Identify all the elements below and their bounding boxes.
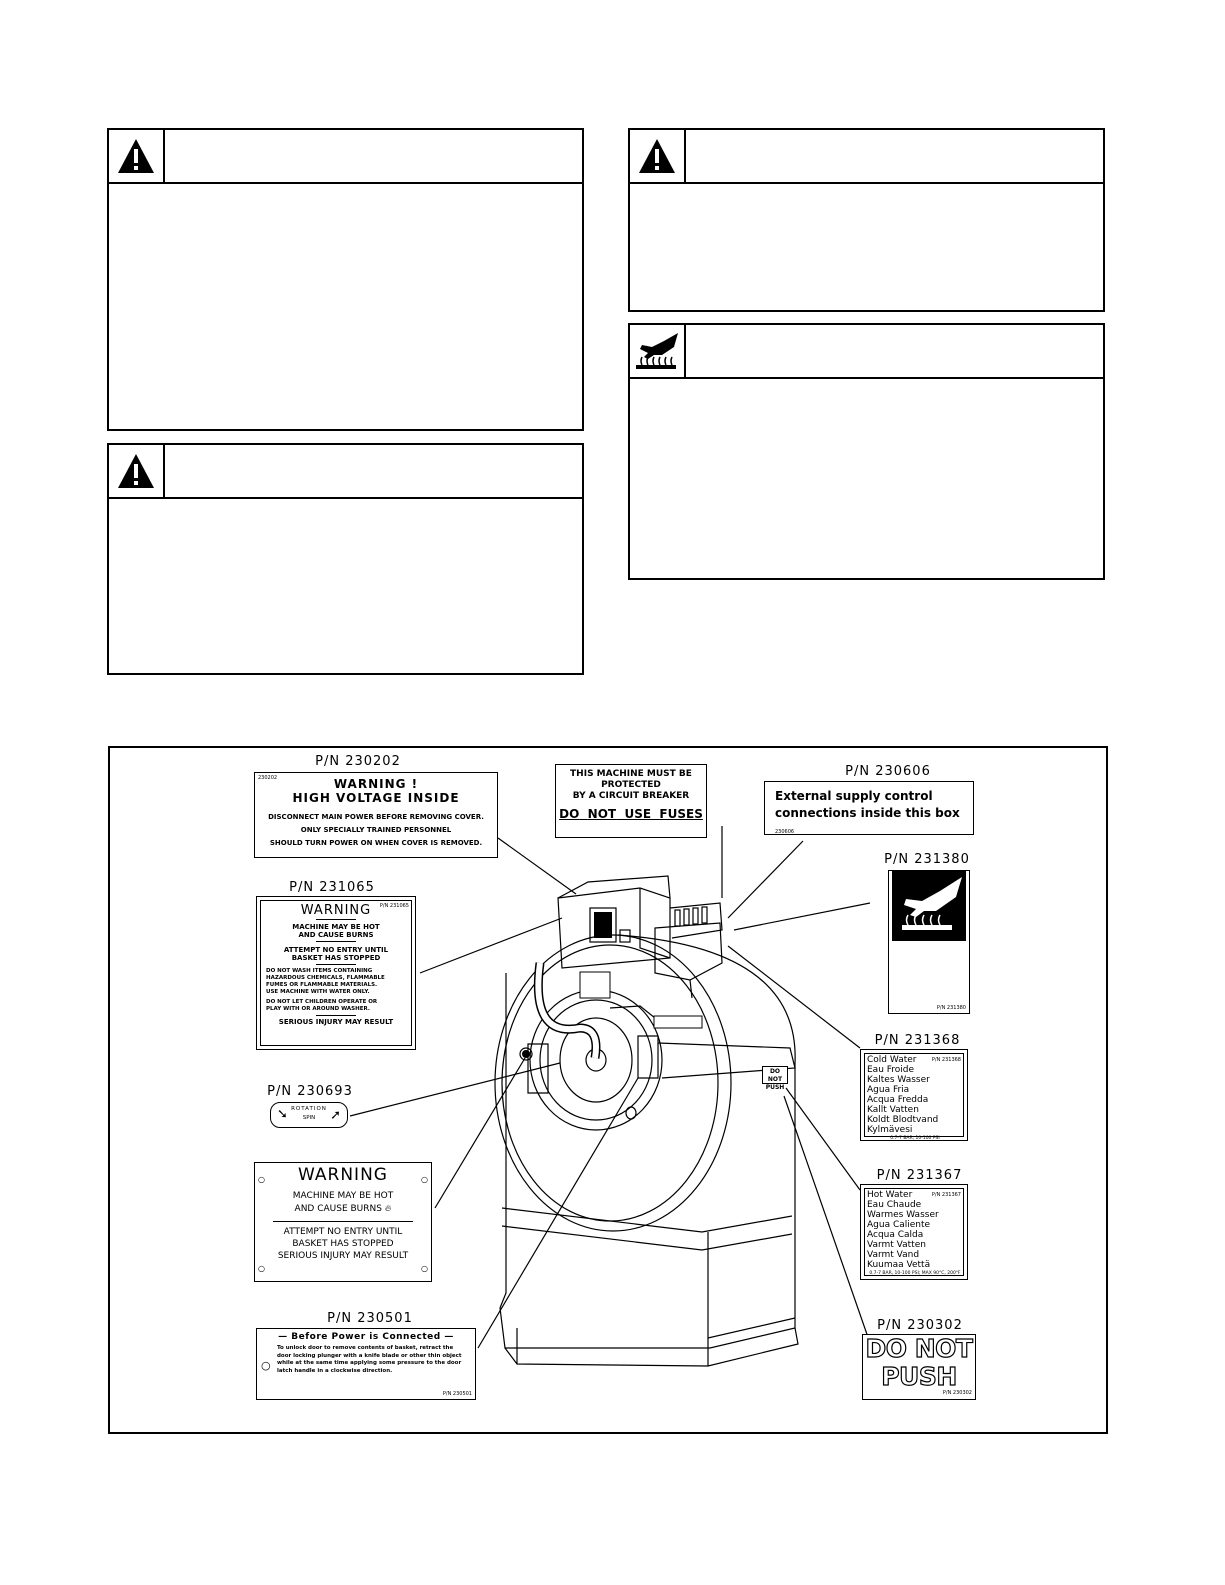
leader-line [784, 1096, 870, 1343]
warning-box-top-left [107, 128, 584, 431]
label-circuit-breaker: THIS MACHINE MUST BE PROTECTED BY A CIRCUIT BREAKER DO NOT USE FUSES [555, 764, 707, 838]
hot-surface-box [628, 323, 1105, 580]
control-top [558, 876, 670, 898]
latch-decal [654, 1016, 702, 1028]
leader-line [728, 946, 860, 1048]
label-231065: P/N 231065 WARNING MACHINE MAY BE HOT AND CAUSE BURNS ATTEMPT NO ENTRY UNTIL BASKET HAS STOPPED DO NOT WASH ITEMS CONTAINING HAZARDOUS CHEMICALS, FLAMMABLE FUMES OR FLAMMABLE MATERIALS. USE MACHINE WITH WATER ONLY. DO NOT LET CHILDREN OPERATE OR PLAY WITH OR AROUND WASHER. SERIOUS INJURY MAY RESULT [256, 896, 416, 1050]
cabinet-outline [500, 973, 795, 1348]
rotation-arrow-icon: ➚ [330, 1108, 341, 1123]
pn-230202: P/N 230202 [315, 754, 401, 769]
leader-line [498, 838, 576, 894]
keypad-buttons [594, 912, 612, 938]
leader-line [734, 903, 870, 930]
screw-hole-icon: ○ [421, 1175, 428, 1184]
flame-icon: 🔥︎ [384, 1204, 392, 1214]
pn-230606: P/N 230606 [845, 764, 931, 779]
pn-230693: P/N 230693 [267, 1084, 353, 1099]
label-230202: 230202 WARNING ! HIGH VOLTAGE INSIDE DISCONNECT MAIN POWER BEFORE REMOVING COVER. ONLY SPECIALLY TRAINED PERSONNEL SHOULD TURN POWER ON WHEN COVER IS REMOVED. [254, 772, 498, 858]
hot-pipe-hand-icon [892, 871, 966, 941]
leader-line [728, 841, 803, 918]
warning-triangle-icon [116, 137, 156, 175]
warning-box-top-right [628, 128, 1105, 312]
leader-line [435, 1058, 525, 1208]
cabinet-kickplate [502, 1208, 792, 1232]
label-231380: P/N 231380 [888, 870, 970, 1014]
door-latch [638, 1036, 658, 1078]
pn-231065: P/N 231065 [289, 880, 375, 895]
label-230693: ➘ ➚ ROTATION SPIN [270, 1102, 348, 1128]
door-ring [530, 990, 662, 1130]
label-230302: DO NOT PUSH P/N 230302 [862, 1334, 976, 1400]
door-decal [580, 972, 610, 998]
screw-hole-icon: ○ [421, 1264, 428, 1273]
label-230606: External supply control connections inside this box 230606 [764, 781, 974, 835]
warning-triangle-icon [116, 452, 156, 490]
screw-hole-icon: ○ [261, 1359, 271, 1372]
pn-231367: P/N 231367 [876, 1168, 963, 1183]
machine-do-not-push-sticker: DO NOT PUSH [762, 1066, 788, 1084]
front-panel-ring [495, 935, 731, 1231]
screw-hole-icon: ○ [258, 1175, 265, 1184]
label-231368: P/N 231368 Cold Water Eau Froide Kaltes Wasser Agua Fria Acqua Fredda Kallt Vatten Koldt Blodtvand Kylmävesi 0.7-7 BAR, 10-100 PSI [860, 1049, 968, 1141]
screw-hole-icon: ○ [258, 1264, 265, 1273]
pn-230302: P/N 230302 [877, 1318, 963, 1333]
pn-230501: P/N 230501 [327, 1311, 413, 1326]
pn-231380: P/N 231380 [884, 852, 970, 867]
decal-location-diagram [108, 746, 1108, 1434]
label-230501: — Before Power is Connected — ○ To unlock door to remove contents of basket, retract the door locking plunger with a knife blade or other thin object while at the same time applying some pressure to the door latch handle in a clockwise direction. P/N 230501 [256, 1328, 476, 1400]
warning-triangle-icon [637, 137, 677, 175]
leader-line [786, 1088, 860, 1190]
warning-box-bottom-left [107, 443, 584, 675]
base-plate [505, 1328, 798, 1366]
rotation-arrow-icon: ➘ [277, 1107, 288, 1122]
leader-line [478, 1078, 638, 1348]
label-231367: P/N 231367 Hot Water Eau Chaude Warmes Wasser Agua Caliente Acqua Calda Varmt Vatten Varmt Vand Kuumaa Vettä 0.7-7 BAR, 10-100 PSI; MAX 90°C, 200°F [860, 1184, 968, 1280]
warning-plate: ○ ○ ○ ○ WARNING MACHINE MAY BE HOT AND CAUSE BURNS 🔥︎ ATTEMPT NO ENTRY UNTIL BASKET HAS STOPPED SERIOUS INJURY MAY RESULT [254, 1162, 432, 1282]
hot-surface-hand-icon [634, 331, 680, 371]
pn-231368: P/N 231368 [874, 1033, 961, 1048]
